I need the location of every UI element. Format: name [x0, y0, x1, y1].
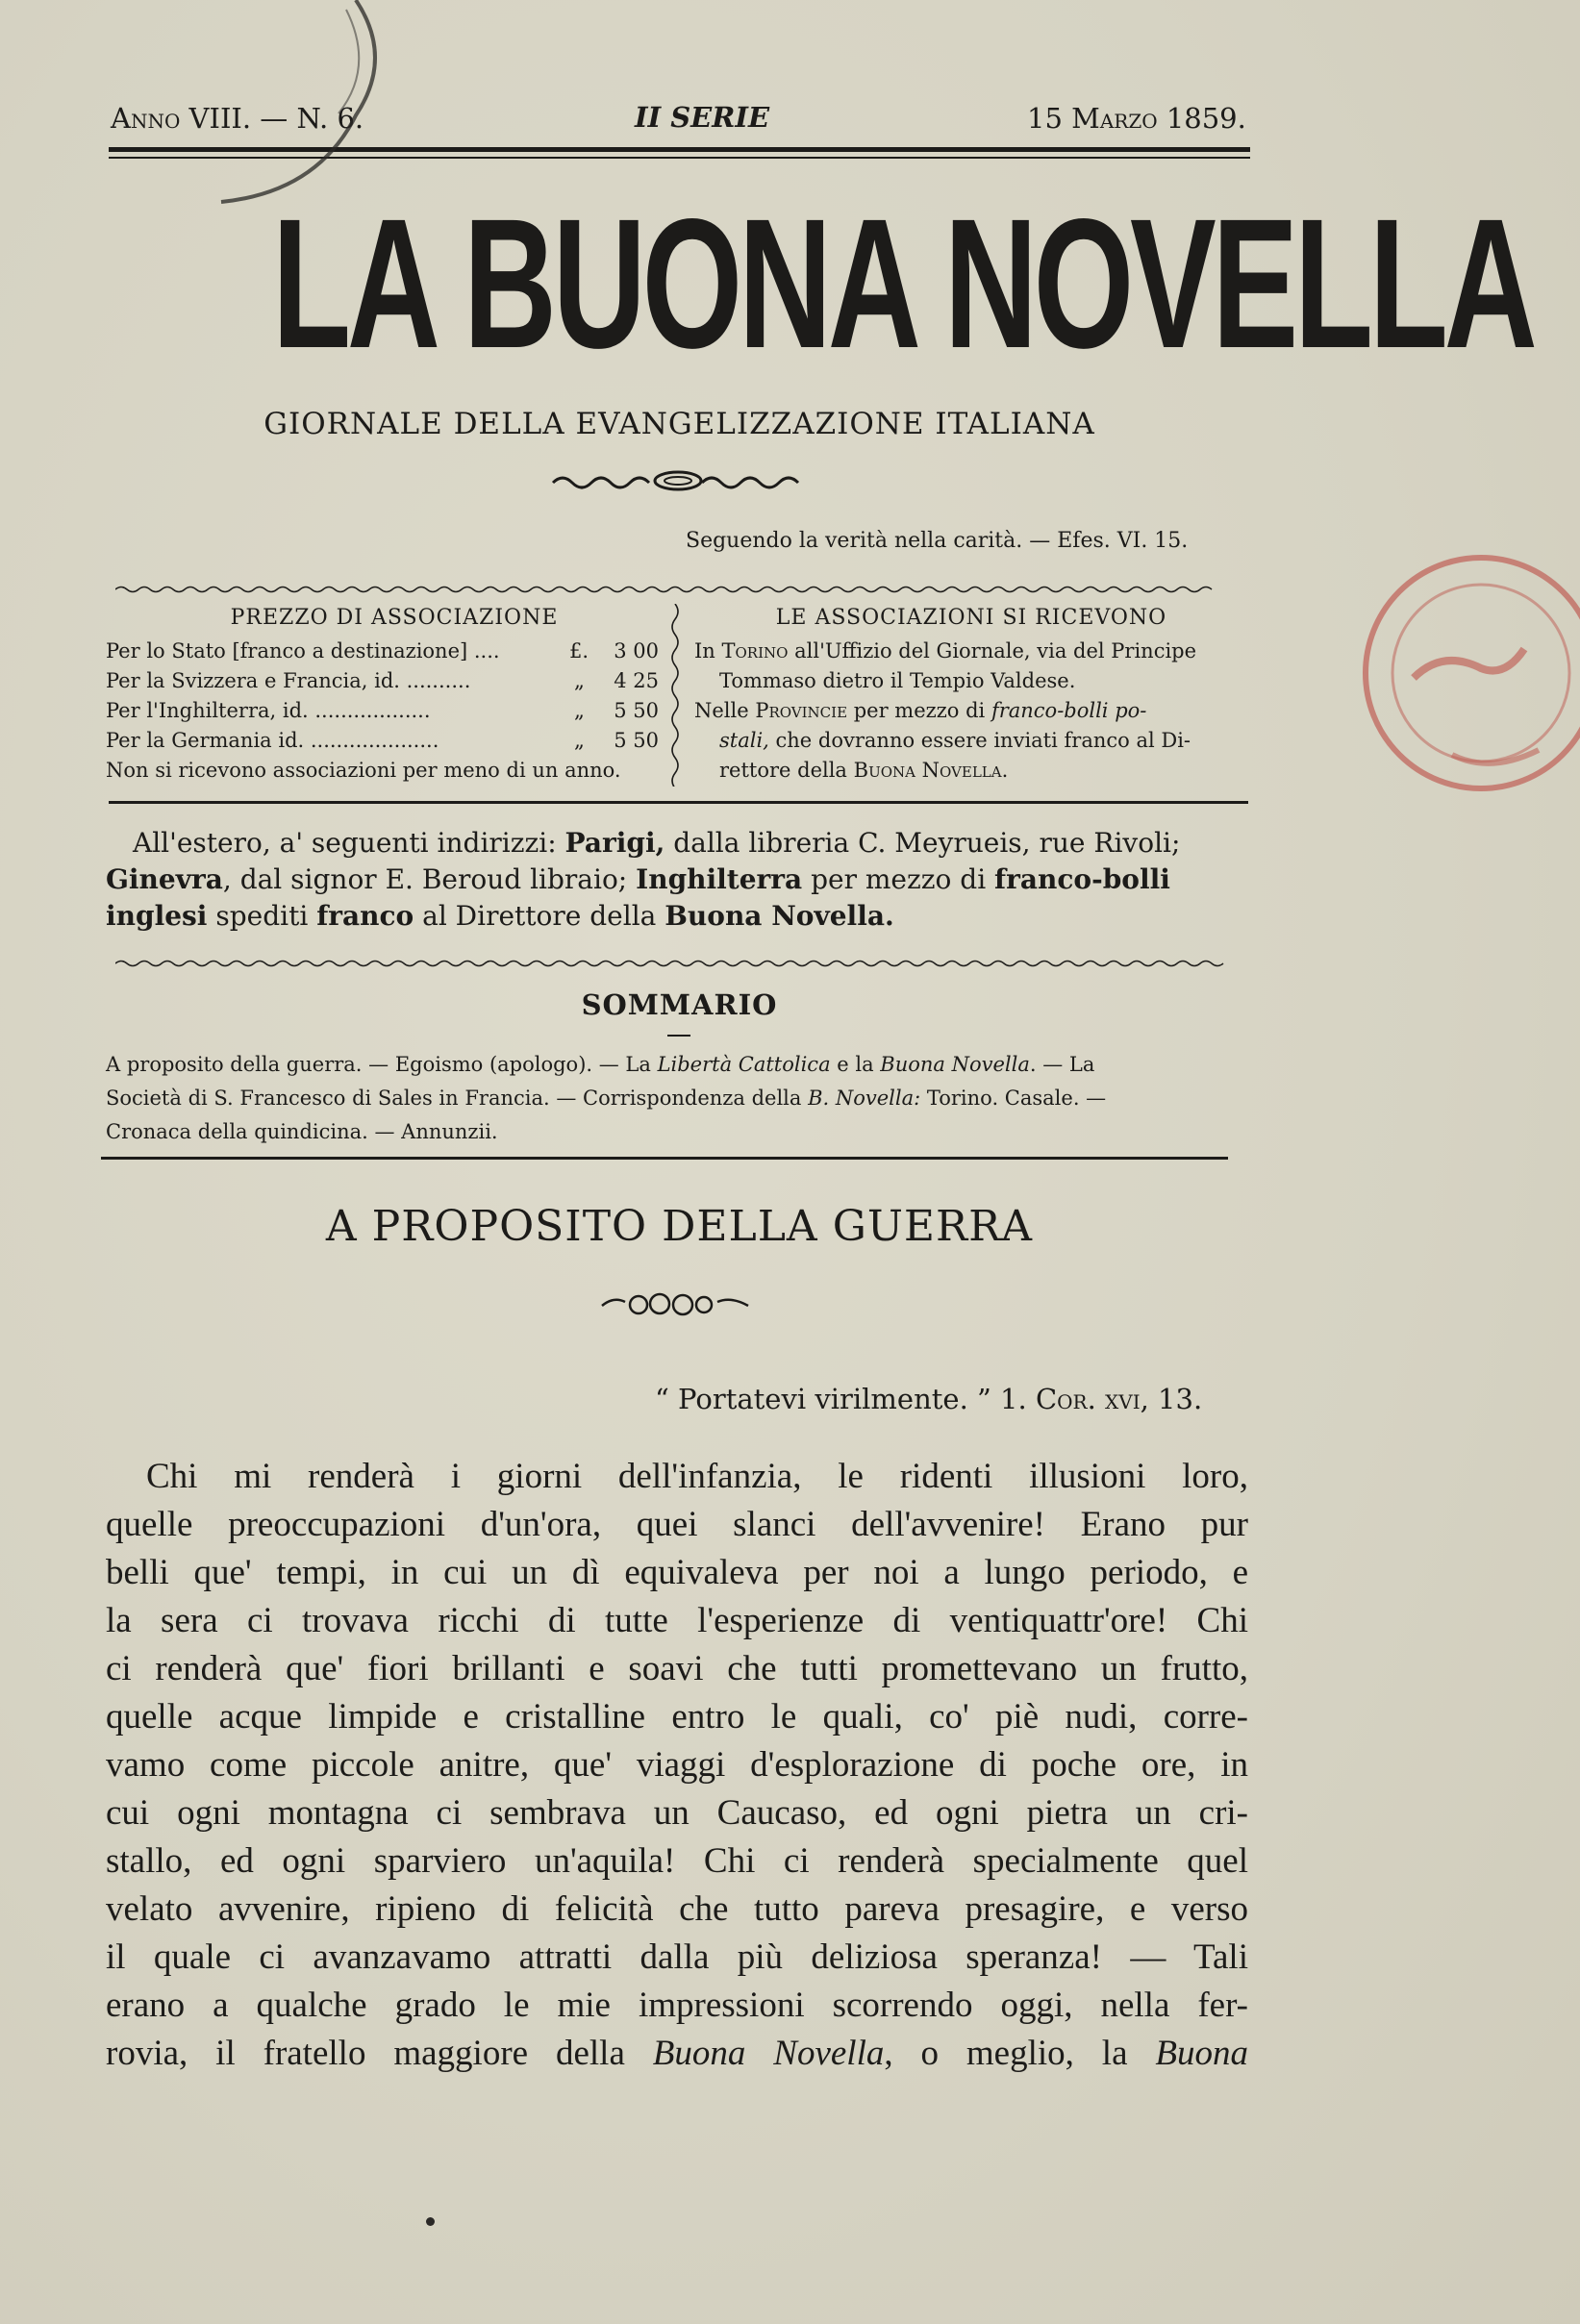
- offices-title: LE ASSOCIAZIONI SI RICEVONO: [775, 606, 1167, 630]
- summary-line: Società di S. Francesco di Sales in Francia. — Corrispondenza della B. Novella: Torino. Casale. —: [106, 1087, 1107, 1110]
- offices-list: [694, 639, 1252, 788]
- price-amount: 5 50: [614, 729, 659, 752]
- prices-list: [106, 639, 659, 788]
- price-currency: „: [574, 729, 585, 752]
- price-row: [106, 639, 659, 669]
- article-line: quelle acque limpide e cristalline entro le quali, co' piè nudi, corre-: [106, 1697, 1248, 1737]
- article-line: Chi mi renderà i giorni dell'infanzia, le ridenti illusioni loro,: [146, 1457, 1248, 1496]
- article-line: belli que' tempi, in cui un dì equivaleva per noi a lungo periodo, e: [106, 1553, 1248, 1592]
- offices-line: In Torino all'Uffizio del Giornale, via del Principe: [694, 639, 1197, 662]
- wavy-rule-summary: [115, 959, 1250, 968]
- masthead-title: LA BUONA NOVELLA: [272, 180, 1534, 387]
- article-line: quelle preoccupazioni d'un'ora, quei slanci dell'avvenire! Erano pur: [106, 1505, 1248, 1544]
- summary-title-dash: [667, 1035, 690, 1037]
- article-line: la sera ci trovava ricchi di tutte l'esperienze di ventiquattr'ore! Chi: [106, 1601, 1248, 1640]
- summary-rule: [101, 1157, 1228, 1160]
- price-label: Per lo Stato [franco a destinazione] ....: [106, 639, 500, 662]
- article-line: vamo come piccole anitre, que' viaggi d'esplorazione di poche ore, in: [106, 1745, 1248, 1785]
- ink-speck: [426, 2217, 435, 2226]
- article-line: stallo, ed ogni sparviero un'aquila! Chi ci renderà specialmente quel: [106, 1841, 1248, 1881]
- summary-title: SOMMARIO: [581, 988, 778, 1021]
- price-currency: „: [574, 669, 585, 692]
- motto: Seguendo la verità nella carità. — Efes. VI. 15.: [686, 529, 1189, 553]
- article-line: rovia, il fratello maggiore della Buona Novella, o meglio, la Buona: [106, 2034, 1248, 2073]
- abroad-line: All'estero, a' seguenti indirizzi: Parigi, dalla libreria C. Meyrueis, rue Rivoli;: [133, 827, 1181, 859]
- red-postmark-icon: [1337, 534, 1580, 812]
- price-amount: 3 00: [614, 639, 659, 662]
- article-line: erano a qualche grado le mie impressioni scorrendo oggi, nella fer-: [106, 1986, 1248, 2025]
- article-line: velato avvenire, ripieno di felicità che tutto pareva presagire, e verso: [106, 1889, 1248, 1929]
- offices-line: stali, che dovranno essere inviati franco al Di-: [719, 729, 1191, 752]
- offices-line: rettore della Buona Novella.: [719, 759, 1009, 782]
- article-title: A PROPOSITO DELLA GUERRA: [325, 1202, 1034, 1251]
- abroad-line: Ginevra, dal signor E. Beroud libraio; Inghilterra per mezzo di franco-bolli: [106, 863, 1170, 895]
- masthead-subtitle: GIORNALE DELLA EVANGELIZZAZIONE ITALIANA: [263, 407, 1095, 441]
- article-line: il quale ci avanzavamo attratti dalla più deliziosa speranza! — Tali: [106, 1937, 1248, 1977]
- series-label: II SERIE: [635, 101, 770, 134]
- price-row: [106, 699, 659, 729]
- prices-title: PREZZO DI ASSOCIAZIONE: [230, 606, 559, 630]
- summary-line: Cronaca della quindicina. — Annunzii.: [106, 1120, 498, 1143]
- offices-line: Nelle Provincie per mezzo di franco-bolli po-: [694, 699, 1147, 722]
- summary-block: [106, 1048, 1250, 1149]
- price-label: Per la Svizzera e Francia, id. ..........: [106, 669, 471, 692]
- price-currency: „: [574, 699, 585, 722]
- wavy-rule-top: [115, 585, 1250, 594]
- offices-line: Tommaso dietro il Tempio Valdese.: [719, 669, 1076, 692]
- issue-date: 15 Marzo 1859.: [1027, 102, 1246, 135]
- price-amount: 5 50: [614, 699, 659, 722]
- price-amount: 4 25: [614, 669, 659, 692]
- summary-line: A proposito della guerra. — Egoismo (apologo). — La Libertà Cattolica e la Buona Novella. — La: [106, 1053, 1095, 1076]
- price-label: Per la Germania id. ....................: [106, 729, 439, 752]
- ornament-flourish-icon: [548, 463, 808, 498]
- price-row: [106, 669, 659, 699]
- issue-number: Anno VIII. — N. 6.: [111, 102, 364, 135]
- brace-separator: [666, 604, 684, 787]
- abroad-block: [106, 825, 1250, 935]
- abroad-line: inglesi spediti franco al Direttore della Buona Novella.: [106, 900, 894, 932]
- minimum-note: Non si ricevono associazioni per meno di un anno.: [106, 759, 621, 782]
- price-label: Per l'Inghilterra, id. ..................: [106, 699, 431, 722]
- price-row: [106, 729, 659, 759]
- article-line: cui ogni montagna ci sembrava un Caucaso, ed ogni pietra un cri-: [106, 1793, 1248, 1833]
- price-currency: £.: [569, 639, 589, 662]
- article-ornament-icon: [598, 1288, 752, 1321]
- article-line: ci renderà que' fiori brillanti e soavi che tutti promettevano un frutto,: [106, 1649, 1248, 1688]
- article-epigraph: “ Portatevi virilmente. ” 1. Cor. xvi, 13.: [655, 1383, 1203, 1415]
- subscription-rule: [109, 801, 1248, 804]
